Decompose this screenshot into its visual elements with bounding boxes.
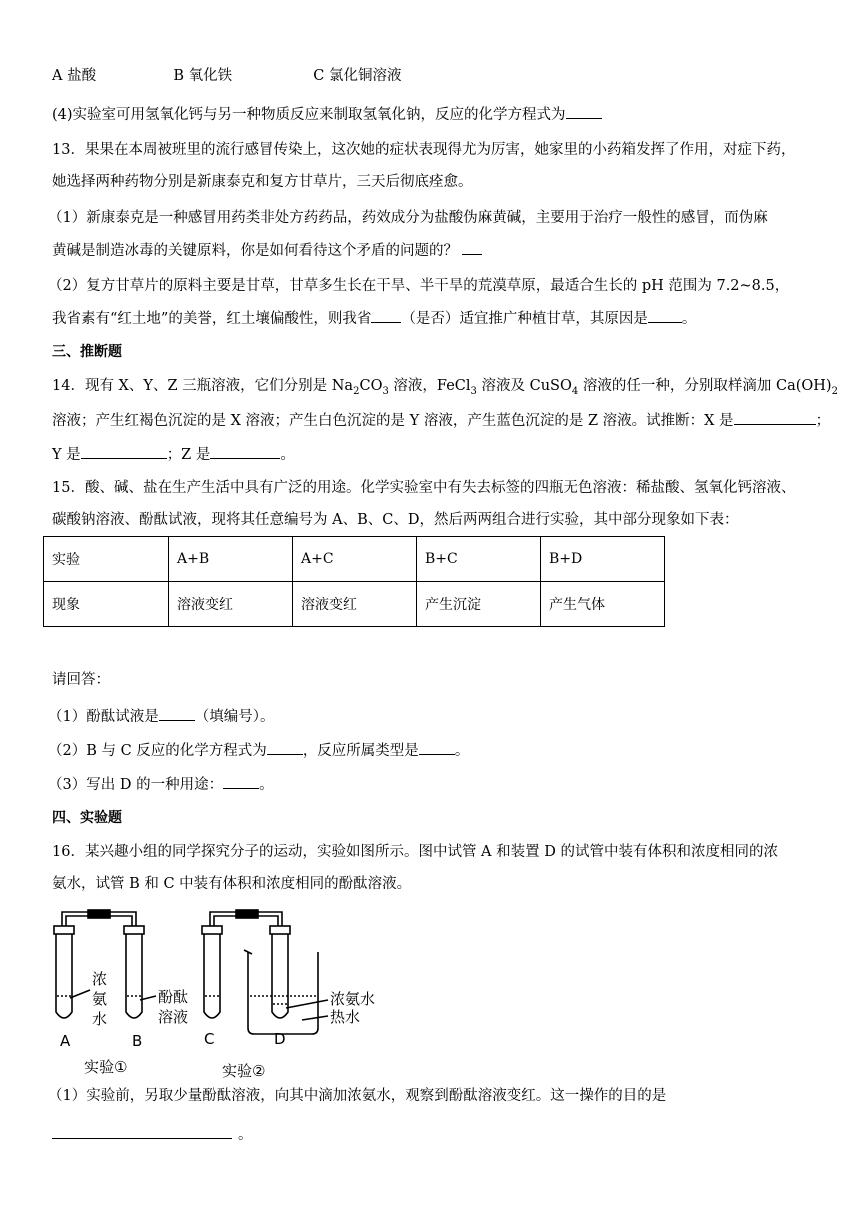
q13-p1-line2 [52,240,482,261]
answer-blank[interactable] [371,308,401,323]
subscript: 4 [571,385,579,397]
section-heading-inference: 三、推断题 [52,344,122,360]
label-ammonia-3: 水 [92,1010,108,1028]
table-cell: 产生沉淀 [417,582,541,627]
q15-text: （1）酚酞试液是 [48,709,159,725]
q15-text: 。 [259,777,274,793]
q15-p2 [48,740,469,761]
q12-option-b: B 氧化铁 [173,68,233,84]
table-cell: 现象 [44,582,169,627]
q13-p2-line2 [52,308,696,329]
subscript: 3 [382,385,389,397]
subscript: 2 [353,385,360,397]
q13-p1-line2-text: 黄碱是制造冰毒的关键原料，你是如何看待这个矛盾的问题的？ [52,243,458,259]
answer-blank[interactable] [81,444,167,459]
q13-p2-line2-b: （是否）适宜推广种植甘草，其原因是 [401,311,648,327]
q12-options [52,66,402,86]
q12-part4-text: (4)实验室可用氢氧化钙与另一种物质反应来制取氢氧化钠，反应的化学方程式为 [52,107,566,123]
q15-text: ，反应所属类型是 [302,743,419,759]
q13-p2-line2-c: 。 [681,311,697,327]
subscript: 2 [831,385,838,397]
label-ammonia-1: 浓 [92,970,108,988]
q16-text: 。 [238,1127,253,1143]
q13-p1-line1: （1）新康泰克是一种感冒用药类非处方药药品，药效成分为盐酸伪麻黄碱，主要用于治疗一般性的感冒，而伪麻 [48,210,768,226]
q15-text: （2）B 与 C 反应的化学方程式为 [48,743,267,759]
q16-line1: 16．某兴趣小组的同学探究分子的运动，实验如图所示。图中试管 A 和装置 D 的试管中装有体积和浓度相同的浓 [52,844,778,860]
label-tube-c: C [204,1030,215,1048]
q15-p3 [48,774,274,795]
q15-line2: 碳酸钠溶液、酚酞试液，现将其任意编号为 A、B、C、D，然后两两组合进行实验，其中部分现象如下表： [52,512,739,528]
table-cell: A+B [169,537,293,582]
q13-line1: 13．果果在本周被班里的流行感冒传染上，这次她的症状表现得尤为厉害，她家里的小药箱发挥了作用，对症下药， [52,142,796,158]
answer-blank[interactable] [462,240,482,255]
table-cell: B+C [417,537,541,582]
q14-text: Y 是 [52,447,81,463]
answer-blank[interactable] [52,1124,232,1139]
label-ammonia-d: 浓氨水 [330,990,376,1008]
q14-text: 14．现有 X、Y、Z 三瓶溶液，它们分别是 Na [52,378,354,394]
answer-blank[interactable] [566,104,602,119]
table-cell: 溶液变红 [293,582,417,627]
q14-text: CO [359,378,383,394]
section-heading-experiment: 四、实验题 [52,810,122,826]
q14-line1 [52,376,838,402]
label-hot-water: 热水 [330,1008,361,1026]
q14-text: 溶液，FeCl [388,378,471,394]
experiment-2-apparatus [202,910,328,1034]
q15-line1: 15．酸、碱、盐在生产生活中具有广泛的用途。化学实验室中有失去标签的四瓶无色溶液：稀盐酸、氢氧化钙溶液、 [52,480,796,496]
table-cell: B+D [541,537,665,582]
table-row [44,537,665,582]
label-experiment-2: 实验② [222,1062,266,1080]
q15-text: （填编号）。 [194,709,275,725]
q16-p1-line1: （1）实验前，另取少量酚酞溶液，向其中滴加浓氨水，观察到酚酞溶液变红。这一操作的目的是 [48,1088,667,1104]
label-ammonia-2: 氨 [92,990,108,1008]
answer-blank[interactable] [159,706,195,721]
answer-blank[interactable] [210,444,280,459]
experiment-figure [40,900,400,1080]
q15-ask: 请回答： [52,672,110,688]
table-cell: 产生气体 [541,582,665,627]
answer-blank[interactable] [419,740,455,755]
q16-p1-line2 [52,1124,253,1145]
q14-text: 溶液的任一种，分别取样滴加 Ca(OH) [578,378,832,394]
q14-line3 [52,444,295,465]
table-row [44,582,665,627]
q14-text: 。 [280,447,295,463]
label-experiment-1: 实验① [84,1058,128,1076]
q14-text: 溶液及 CuSO [476,378,572,394]
q16-line2: 氨水，试管 B 和 C 中装有体积和浓度相同的酚酞溶液。 [52,876,412,892]
answer-blank[interactable] [267,740,303,755]
q13-line2: 她选择两种药物分别是新康泰克和复方甘草片，三天后彻底痊愈。 [52,174,473,190]
q13-p2-line1: （2）复方甘草片的原料主要是甘草，甘草多生长在干旱、半干旱的荒漠草原，最适合生长的 pH 范围为 7.2~8.5， [48,278,790,294]
label-phenolphthalein-1: 酚酞 [158,988,189,1006]
answer-blank[interactable] [223,774,259,789]
q14-text: ； [815,413,831,429]
experiment-table [43,536,665,627]
q12-option-a: A 盐酸 [52,68,97,84]
label-phenolphthalein-2: 溶液 [158,1008,189,1026]
label-tube-b: B [132,1032,143,1050]
q15-p1 [48,706,274,727]
q15-text: （3）写出 D 的一种用途： [48,777,224,793]
q15-text: 。 [454,743,470,759]
answer-blank[interactable] [648,308,682,323]
q12-part4 [52,104,602,125]
q13-p2-line2-a: 我省素有“红土地”的美誉，红土壤偏酸性，则我省 [52,311,372,327]
table-cell: 实验 [44,537,169,582]
answer-blank[interactable] [734,410,816,425]
label-tube-a: A [60,1032,71,1050]
subscript: 3 [470,385,477,397]
q14-line2 [52,410,830,431]
q14-text: ；Z 是 [166,447,211,463]
table-cell: A+C [293,537,417,582]
q14-text: 溶液；产生红褐色沉淀的是 X 溶液；产生白色沉淀的是 Y 溶液，产生蓝色沉淀的是 Z 溶液。试推断：X 是 [52,413,734,429]
q12-option-c: C 氯化铜溶液 [313,68,402,84]
table-cell: 溶液变红 [169,582,293,627]
label-tube-d: D [274,1030,286,1048]
